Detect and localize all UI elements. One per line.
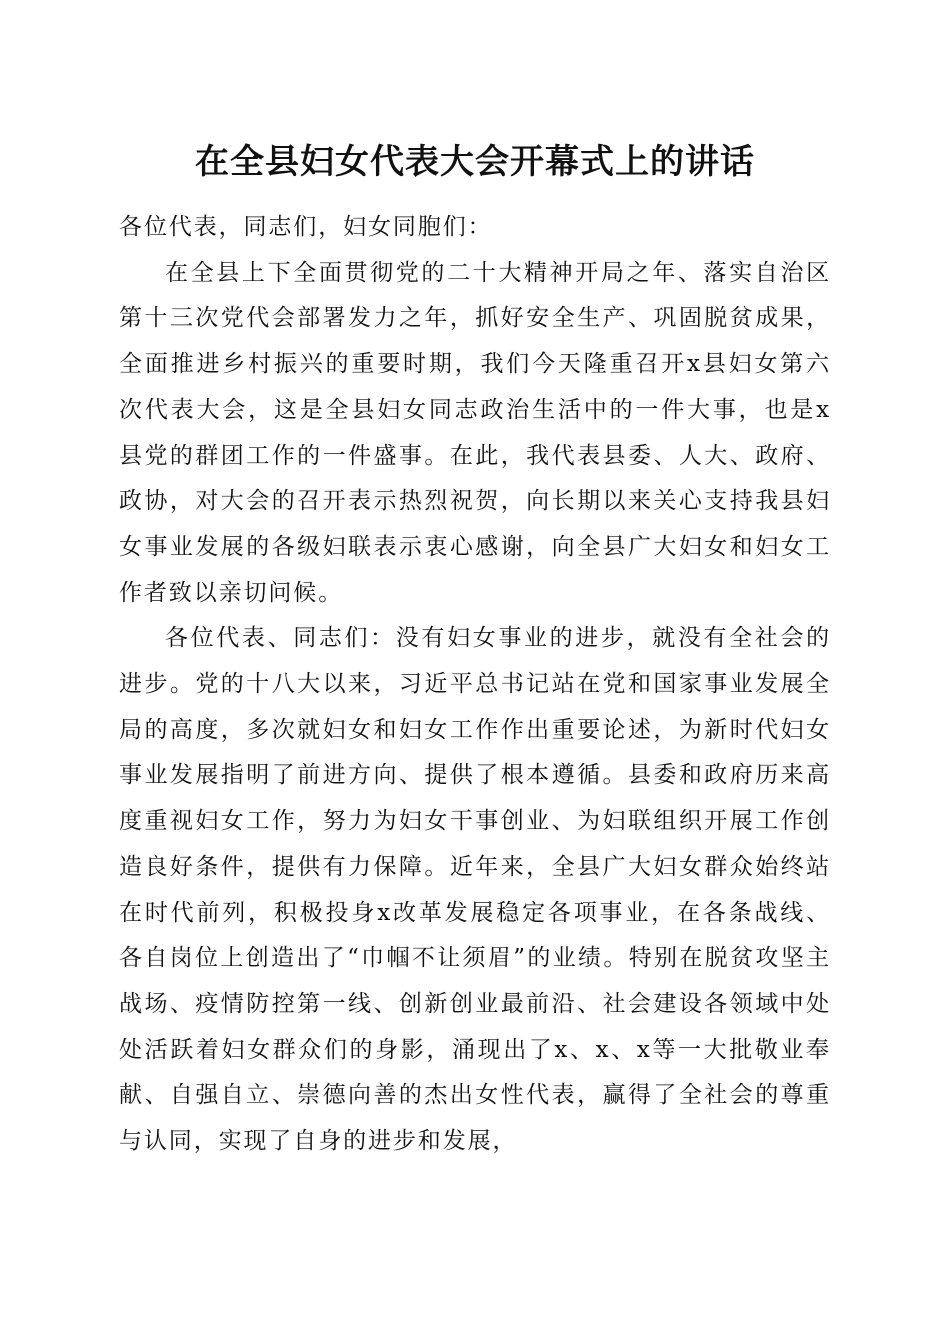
- document-body: [119, 205, 831, 1165]
- document-title: 在全县妇女代表大会开幕式上的讲话: [195, 142, 755, 182]
- paragraph-2: 各位代表、同志们：没有妇女事业的进步，就没有全社会的进步。党的十八大以来，习近平总书记站在党和国家事业发展全局的高度，多次就妇女和妇女工作作出重要论述，为新时代妇女事业发展指明了前进方向、提供了根本遵循。县委和政府历来高度重视妇女工作，努力为妇女干事创业、为妇联组织开展工作创造良好条件，提供有力保障。近年来，全县广大妇女群众始终站在时代前列，积极投身x改革发展稳定各项事业，在各条战线、各自岗位上创造出了“巾帼不让须眉”的业绩。特别在脱贫攻坚主战场、疫情防控第一线、创新创业最前沿、社会建设各领域中处处活跃着妇女群众们的身影，涌现出了x、x、x等一大批敬业奉献、自强自立、崇德向善的杰出女性代表，赢得了全社会的尊重与认同，实现了自身的进步和发展，: [119, 625, 831, 1155]
- paragraph-1: 在全县上下全面贯彻党的二十大精神开局之年、落实自治区第十三次党代会部署发力之年，抓好安全生产、巩固脱贫成果，全面推进乡村振兴的重要时期，我们今天隆重召开x县妇女第六次代表大会，这是全县妇女同志政治生活中的一件大事，也是x县党的群团工作的一件盛事。在此，我代表县委、人大、政府、政协，对大会的召开表示热烈祝贺，向长期以来关心支持我县妇女事业发展的各级妇联表示衷心感谢，向全县广大妇女和妇女工作者致以亲切问候。: [119, 259, 831, 606]
- salutation: 各位代表，同志们，妇女同胞们：: [119, 214, 493, 240]
